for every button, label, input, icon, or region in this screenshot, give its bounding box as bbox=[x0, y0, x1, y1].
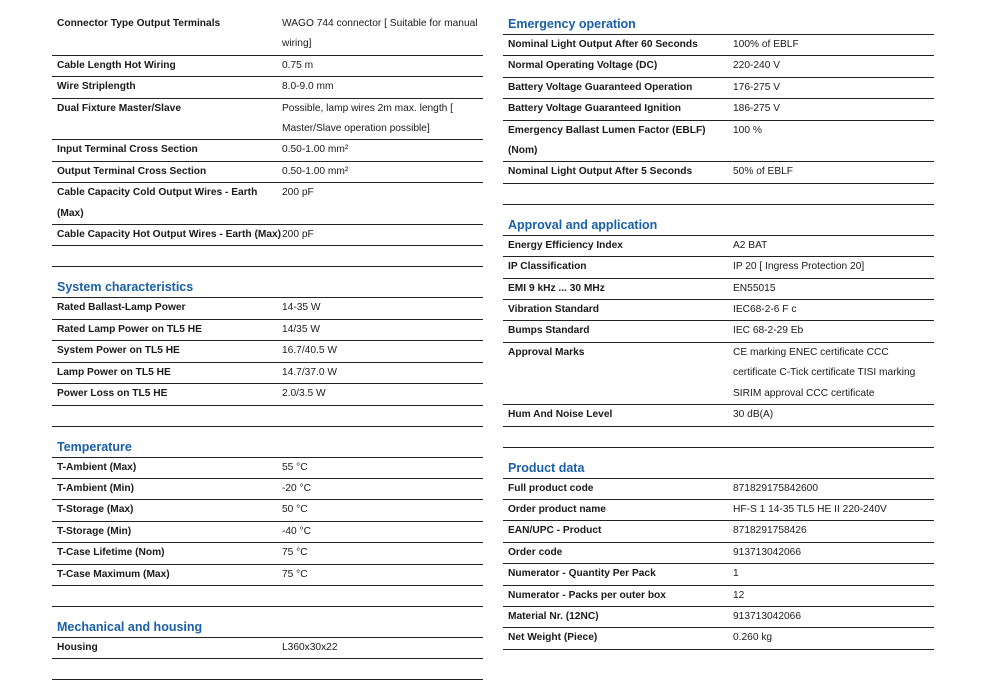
right-column bbox=[503, 14, 934, 650]
section-temperature bbox=[52, 437, 483, 586]
spec-row-power-loss-on-tl5-he bbox=[52, 384, 483, 405]
spec-row-hum-and-noise-level bbox=[503, 405, 934, 426]
spec-row-order-code bbox=[503, 543, 934, 564]
section-title: Emergency operation bbox=[503, 14, 934, 35]
spec-row-rated-lamp-power-on-tl5-he bbox=[52, 320, 483, 341]
spec-row-cable-capacity-cold-output-wires-earth-max bbox=[52, 183, 483, 225]
spec-row-nominal-light-output-after-5-seconds bbox=[503, 162, 934, 183]
spec-value: A2 BAT bbox=[733, 239, 768, 251]
right-sections bbox=[503, 14, 934, 650]
spec-value: 100% of EBLF bbox=[733, 39, 799, 50]
spec-value: 50% of EBLF bbox=[733, 166, 794, 178]
spec-row-input-terminal-cross-section bbox=[52, 140, 483, 161]
spec-value: 200 pF bbox=[282, 229, 314, 241]
section-title: Approval and application bbox=[503, 215, 934, 236]
spec-row-vibration-standard bbox=[503, 300, 934, 321]
spec-value: -20 °C bbox=[282, 482, 311, 494]
spec-value: 0.50-1.00 mm² bbox=[282, 165, 349, 177]
spec-row-t-case-lifetime-nom bbox=[52, 543, 483, 564]
spec-label: Nominal Light Output After 60 Seconds bbox=[508, 39, 698, 50]
spec-row-t-case-maximum-max bbox=[52, 565, 483, 586]
spec-label: Emergency Ballast Lumen Factor (EBLF) (Nom) bbox=[508, 124, 706, 157]
spec-label: Order product name bbox=[508, 503, 606, 515]
spec-label: IP Classification bbox=[508, 261, 587, 273]
spec-value: CE marking ENEC certificate CCC certificate C-Tick certificate TISI marking SIRIM approval CCC certificate bbox=[733, 346, 916, 399]
spec-row-numerator-packs-per-outer-box bbox=[503, 586, 934, 607]
spec-label: Approval Marks bbox=[508, 346, 585, 358]
section-spacer bbox=[503, 448, 934, 458]
spec-value: 14-35 W bbox=[282, 302, 321, 314]
spec-value: 186-275 V bbox=[733, 103, 781, 115]
spec-label: Battery Voltage Guaranteed Ignition bbox=[508, 103, 682, 115]
spec-label: Nominal Light Output After 5 Seconds bbox=[508, 166, 693, 178]
spec-value: 0.75 m bbox=[282, 59, 314, 71]
spec-value: 14/35 W bbox=[282, 323, 320, 335]
spec-row-rated-ballast-lamp-power bbox=[52, 298, 483, 319]
section-emergency-operation bbox=[503, 14, 934, 184]
spec-value: IEC68-2-6 F c bbox=[733, 304, 797, 316]
spec-label: Material Nr. (12NC) bbox=[508, 610, 599, 622]
section-title: Product data bbox=[503, 458, 934, 479]
section-spacer bbox=[52, 607, 483, 617]
spec-row-normal-operating-voltage-dc bbox=[503, 56, 934, 77]
spec-value: 30 dB(A) bbox=[733, 409, 774, 421]
spec-row-t-ambient-min bbox=[52, 479, 483, 500]
left-sections bbox=[52, 246, 483, 680]
spec-label: Cable Capacity Cold Output Wires - Earth (Max) bbox=[57, 187, 258, 219]
spec-label: Order code bbox=[508, 546, 563, 558]
spec-value: 913713042066 bbox=[733, 546, 801, 558]
spec-label: T-Case Maximum (Max) bbox=[57, 568, 170, 580]
section-separator bbox=[52, 406, 483, 427]
section-separator bbox=[52, 246, 483, 267]
section-system-characteristics bbox=[52, 277, 483, 405]
spec-label: System Power on TL5 HE bbox=[57, 345, 180, 357]
spec-label: T-Storage (Max) bbox=[57, 504, 134, 516]
left-column bbox=[52, 14, 483, 680]
spec-row-ip-classification bbox=[503, 257, 934, 278]
spec-row-order-product-name bbox=[503, 500, 934, 521]
spec-label: Rated Lamp Power on TL5 HE bbox=[57, 323, 202, 335]
spec-label: Output Terminal Cross Section bbox=[57, 165, 207, 177]
connector-specs-table bbox=[52, 14, 483, 246]
spec-value: IP 20 [ Ingress Protection 20] bbox=[733, 261, 865, 273]
spec-row-dual-fixture-master-slave bbox=[52, 99, 483, 141]
spec-row-connector-type-output-terminals bbox=[52, 14, 483, 56]
spec-value: 0.50-1.00 mm² bbox=[282, 144, 349, 156]
spec-value: 75 °C bbox=[282, 547, 308, 559]
spec-label: Numerator - Packs per outer box bbox=[508, 589, 666, 601]
spec-row-battery-voltage-guaranteed-operation bbox=[503, 78, 934, 99]
spec-label: Full product code bbox=[508, 482, 594, 494]
spec-label: Net Weight (Piece) bbox=[508, 632, 598, 644]
spec-row-net-weight-piece bbox=[503, 628, 934, 649]
spec-value: Possible, lamp wires 2m max. length [ Master/Slave operation possible] bbox=[282, 102, 453, 135]
spec-row-full-product-code bbox=[503, 479, 934, 500]
spec-value: 0.260 kg bbox=[733, 632, 773, 644]
spec-label: Rated Ballast-Lamp Power bbox=[57, 302, 186, 314]
section-spacer bbox=[503, 205, 934, 215]
section-mechanical-and-housing bbox=[52, 617, 483, 659]
spec-row-nominal-light-output-after-60-seconds bbox=[503, 35, 934, 56]
spec-value: 200 pF bbox=[282, 187, 314, 199]
spec-row-approval-marks bbox=[503, 343, 934, 405]
spec-value: 100 % bbox=[733, 124, 762, 136]
spec-value: 14.7/37.0 W bbox=[282, 366, 337, 378]
spec-label: Cable Capacity Hot Output Wires - Earth (Max) bbox=[57, 229, 282, 241]
spec-value: L360x30x22 bbox=[282, 641, 338, 653]
spec-value: 913713042066 bbox=[733, 610, 801, 622]
spec-label: Housing bbox=[57, 641, 98, 653]
spec-label: Battery Voltage Guaranteed Operation bbox=[508, 81, 693, 93]
spec-row-housing bbox=[52, 638, 483, 659]
spec-value: 2.0/3.5 W bbox=[282, 388, 326, 400]
spec-label: Lamp Power on TL5 HE bbox=[57, 366, 171, 378]
section-product-data bbox=[503, 458, 934, 650]
spec-value: 75 °C bbox=[282, 568, 308, 580]
spec-label: Cable Length Hot Wiring bbox=[57, 59, 176, 71]
spec-label: T-Case Lifetime (Nom) bbox=[57, 547, 165, 559]
spec-label: Wire Striplength bbox=[57, 81, 136, 93]
section-approval-and-application bbox=[503, 215, 934, 427]
section-spacer bbox=[52, 267, 483, 277]
spec-row-ean-upc-product bbox=[503, 521, 934, 542]
section-title: System characteristics bbox=[52, 277, 483, 298]
spec-label: T-Storage (Min) bbox=[57, 525, 132, 537]
spec-value: 50 °C bbox=[282, 504, 308, 516]
spec-label: Energy Efficiency Index bbox=[508, 239, 623, 251]
spec-label: Bumps Standard bbox=[508, 325, 590, 337]
spec-row-bumps-standard bbox=[503, 321, 934, 342]
spec-row-energy-efficiency-index bbox=[503, 236, 934, 257]
spec-value: 176-275 V bbox=[733, 81, 781, 93]
spec-row-numerator-quantity-per-pack bbox=[503, 564, 934, 585]
spec-row-wire-striplength bbox=[52, 77, 483, 98]
spec-row-t-storage-min bbox=[52, 522, 483, 543]
spec-row-emergency-ballast-lumen-factor-eblf-nom bbox=[503, 121, 934, 163]
spec-label: Dual Fixture Master/Slave bbox=[57, 102, 181, 114]
spec-label: Input Terminal Cross Section bbox=[57, 144, 198, 156]
spec-value: 55 °C bbox=[282, 461, 308, 473]
spec-value: 1 bbox=[733, 568, 739, 580]
section-title: Mechanical and housing bbox=[52, 617, 483, 638]
spec-value: 16.7/40.5 W bbox=[282, 345, 337, 357]
spec-row-t-storage-max bbox=[52, 500, 483, 521]
spec-value: HF-S 1 14-35 TL5 HE II 220-240V bbox=[733, 503, 887, 515]
spec-row-material-nr-12nc bbox=[503, 607, 934, 628]
spec-value: 8.0-9.0 mm bbox=[282, 81, 334, 93]
section-title: Temperature bbox=[52, 437, 483, 458]
spec-row-cable-length-hot-wiring bbox=[52, 56, 483, 77]
spec-value: EN55015 bbox=[733, 282, 776, 294]
spec-label: Vibration Standard bbox=[508, 304, 599, 316]
spec-row-battery-voltage-guaranteed-ignition bbox=[503, 99, 934, 120]
spec-label: T-Ambient (Max) bbox=[57, 461, 137, 473]
spec-label: EMI 9 kHz ... 30 MHz bbox=[508, 282, 605, 294]
spec-row-cable-capacity-hot-output-wires-earth-max bbox=[52, 225, 483, 246]
spec-value: 12 bbox=[733, 589, 745, 601]
spec-row-output-terminal-cross-section bbox=[52, 162, 483, 183]
spec-label: Normal Operating Voltage (DC) bbox=[508, 60, 658, 72]
spec-value: WAGO 744 connector [ Suitable for manual wiring] bbox=[282, 18, 478, 50]
spec-row-emi-9-khz-30-mhz bbox=[503, 279, 934, 300]
spec-row-t-ambient-max bbox=[52, 458, 483, 479]
section-separator bbox=[52, 586, 483, 607]
section-separator bbox=[503, 427, 934, 448]
spec-label: Numerator - Quantity Per Pack bbox=[508, 568, 656, 580]
section-separator bbox=[503, 184, 934, 205]
section-separator bbox=[52, 659, 483, 680]
spec-value: 871829175842600 bbox=[733, 482, 818, 494]
spec-label: T-Ambient (Min) bbox=[57, 482, 134, 494]
spec-row-lamp-power-on-tl5-he bbox=[52, 363, 483, 384]
spec-value: -40 °C bbox=[282, 525, 311, 537]
spec-label: Hum And Noise Level bbox=[508, 409, 613, 421]
spec-value: 8718291758426 bbox=[733, 525, 807, 537]
spec-row-system-power-on-tl5-he bbox=[52, 341, 483, 362]
spec-value: IEC 68-2-29 Eb bbox=[733, 325, 804, 337]
spec-value: 220-240 V bbox=[733, 60, 781, 72]
section-spacer bbox=[52, 427, 483, 437]
spec-label: Power Loss on TL5 HE bbox=[57, 388, 168, 400]
spec-label: Connector Type Output Terminals bbox=[57, 18, 221, 29]
spec-label: EAN/UPC - Product bbox=[508, 525, 602, 537]
